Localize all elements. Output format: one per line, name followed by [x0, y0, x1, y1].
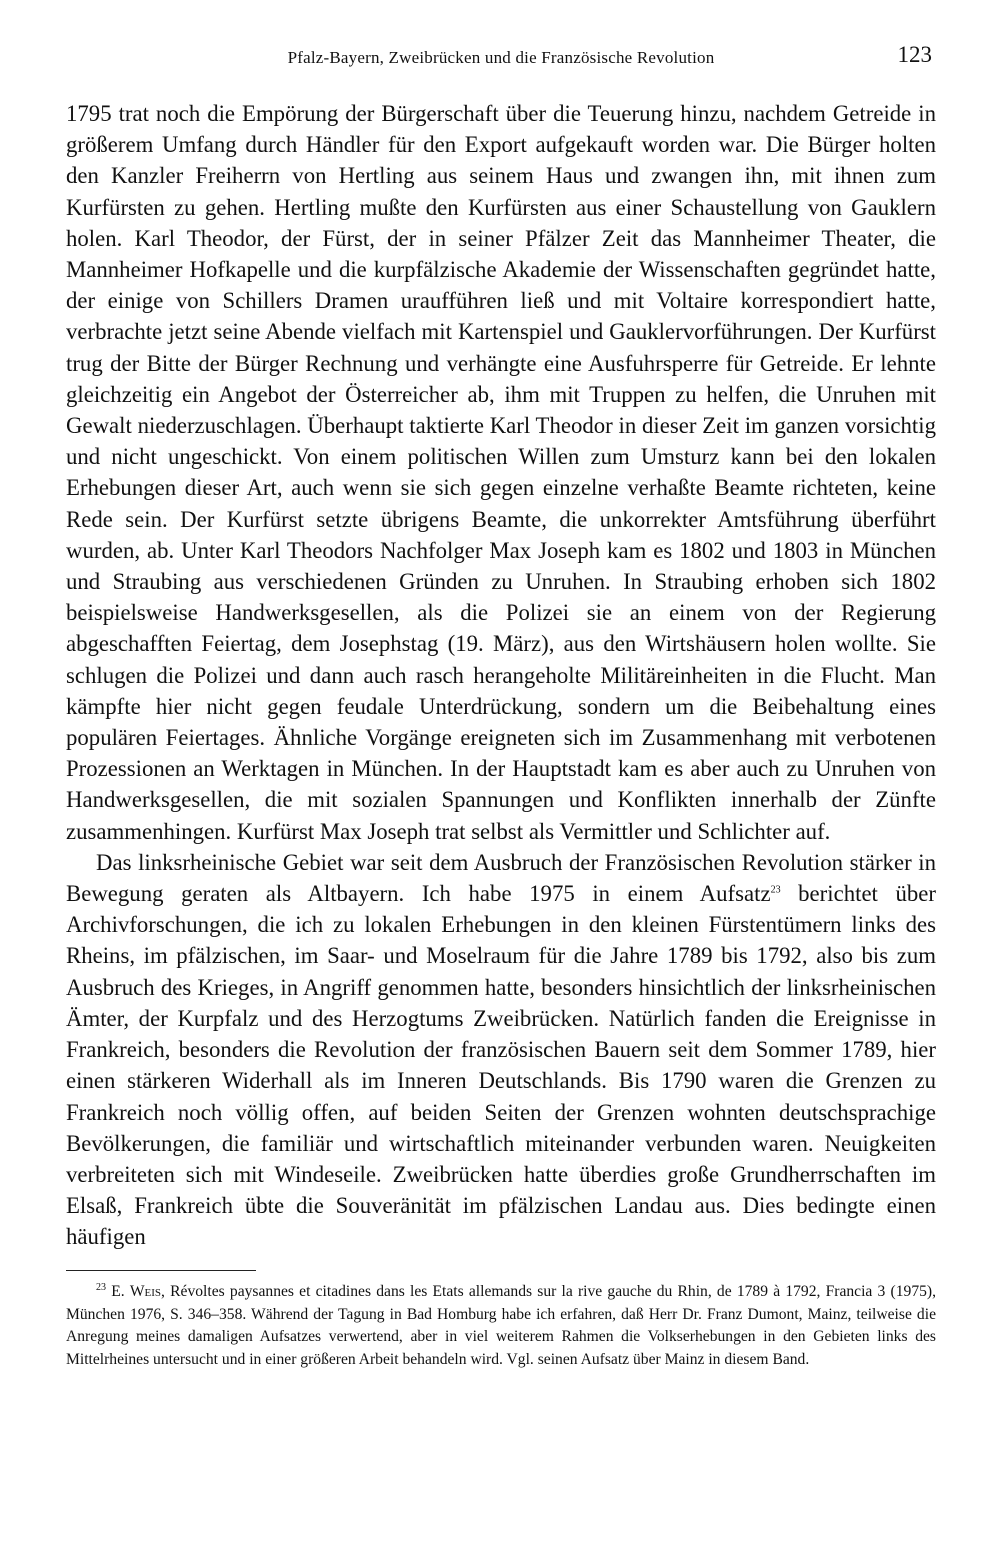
paragraph-2-text-start: Das linksrheinische Gebiet war seit dem Ausbruch der Französischen Revolution stärker in Bewegung geraten als Altbayern. Ich habe 1975 in einem Aufsatz	[66, 849, 936, 907]
footnote-author-initial: E.	[111, 1283, 130, 1300]
main-text	[66, 98, 936, 1253]
paragraph-2	[66, 847, 936, 1253]
page-number: 123	[897, 42, 932, 67]
footnote-number: 23	[96, 1281, 106, 1293]
footnote-author-name: Weis	[129, 1283, 162, 1300]
book-page	[66, 40, 936, 1253]
footnote-text: , Révoltes paysannes et citadines dans les Etats allemands sur la rive gauche du Rhin, de 1789 à 1792, Francia 3 (1975), München 1976, S. 346–358. Während der Tagung in Bad Homburg habe ich erfahren, daß Herr Dr. Franz Dumont, Mainz, teilweise die Anregung meines damaligen Aufsatzes verwertend, aber in viel weiterem Rahmen die Volkserhebungen in den Gebieten links des Mittelrheines untersucht und in einer größeren Arbeit behandeln wird. Vgl. seinen Aufsatz über Mainz in diesem Band.	[66, 1283, 936, 1368]
footnote-rule	[66, 1270, 256, 1271]
footnote-23	[66, 1281, 936, 1371]
paragraph-1: 1795 trat noch die Empörung der Bürgerschaft über die Teuerung hinzu, nachdem Getreide in größerem Umfang durch Händler für den Export aufgekauft worden war. Die Bürger holten den Kanzler Freiherrn von Hertling aus seinem Haus und zwangen ihn, mit ihnen zum Kurfürsten zu gehen. Hertling mußte den Kurfürsten aus einer Schaustellung von Gauklern holen. Karl Theodor, der Fürst, der in seiner Pfälzer Zeit das Mannheimer Theater, die Mannheimer Hofkapelle und die kurpfälzische Akademie der Wissenschaften gegründet hatte, der einige von Schillers Dramen uraufführen ließ und mit Voltaire korrespondiert hatte, verbrachte jetzt seine Abende vielfach mit Kartenspiel und Gauklervorführungen. Der Kurfürst trug der Bitte der Bürger Rechnung und verhängte eine Ausfuhrsperre für Getreide. Er lehnte gleichzeitig ein Angebot der Österreicher ab, ihm mit Truppen zu helfen, die Unruhen mit Gewalt niederzuschlagen. Überhaupt taktierte Karl Theodor in dieser Zeit im ganzen vorsichtig und nicht ungeschickt. Von einem politischen Willen zum Umsturz kann bei den lokalen Erhebungen dieser Art, auch wenn sie sich gegen einzelne verhaßte Beamte richteten, keine Rede sein. Der Kurfürst setzte übrigens Beamte, die unkorrekter Amtsführung überführt wurden, ab. Unter Karl Theodors Nachfolger Max Joseph kam es 1802 und 1803 in München und Straubing aus verschiedenen Gründen zu Unruhen. In Straubing erhoben sich 1802 beispielsweise Handwerksgesellen, als die Polizei sie an einem von der Regierung abgeschafften Feiertag, dem Josephstag (19. März), aus den Wirtshäusern holen wollte. Sie schlugen die Polizei und dann auch rasch herangeholte Militäreinheiten in die Flucht. Man kämpfte hier nicht gegen feudale Unterdrückung, sondern um die Beibehaltung eines populären Feiertages. Ähnliche Vorgänge ereigneten sich im Zusammenhang mit verbotenen Prozessionen an Werktagen in München. In der Hauptstadt kam es aber auch zu Unruhen von Handwerksgesellen, die mit sozialen Spannungen und Konflikten innerhalb der Zünfte zusammenhingen. Kurfürst Max Joseph trat selbst als Vermittler und Schlichter auf.	[66, 101, 936, 844]
footnote-reference-23[interactable]: 23	[770, 884, 781, 896]
running-head: Pfalz-Bayern, Zweibrücken und die Französische Revolution	[287, 48, 715, 67]
footnotes	[66, 1270, 936, 1371]
paragraph-2-text-end: berichtet über Archivforschungen, die ich zu lokalen Erhebungen in den kleinen Fürstentümern links des Rheins, im pfälzischen, im Saar- und Moselraum für die Jahre 1789 bis 1792, also bis zum Ausbruch des Krieges, in Angriff genommen hatte, besonders hinsichtlich der linksrheinischen Ämter, der Kurpfalz und des Herzogtums Zweibrücken. Natürlich fanden die Ereignisse in Frankreich, besonders die Revolution der französischen Bauern seit dem Sommer 1789, hier einen stärkeren Widerhall als im Inneren Deutschlands. Bis 1790 waren die Grenzen zu Frankreich noch völlig offen, auf beiden Seiten der Grenzen wohnten deutschsprachige Bevölkerungen, die familiär und wirtschaftlich miteinander verbunden waren. Neuigkeiten verbreiteten sich mit Windeseile. Zweibrücken hatte überdies große Grundherrschaften im Elsaß, Frankreich übte die Souveränität im pfälzischen Landau aus. Dies bedingte einen häufigen	[66, 881, 936, 1250]
page-header	[66, 40, 936, 80]
